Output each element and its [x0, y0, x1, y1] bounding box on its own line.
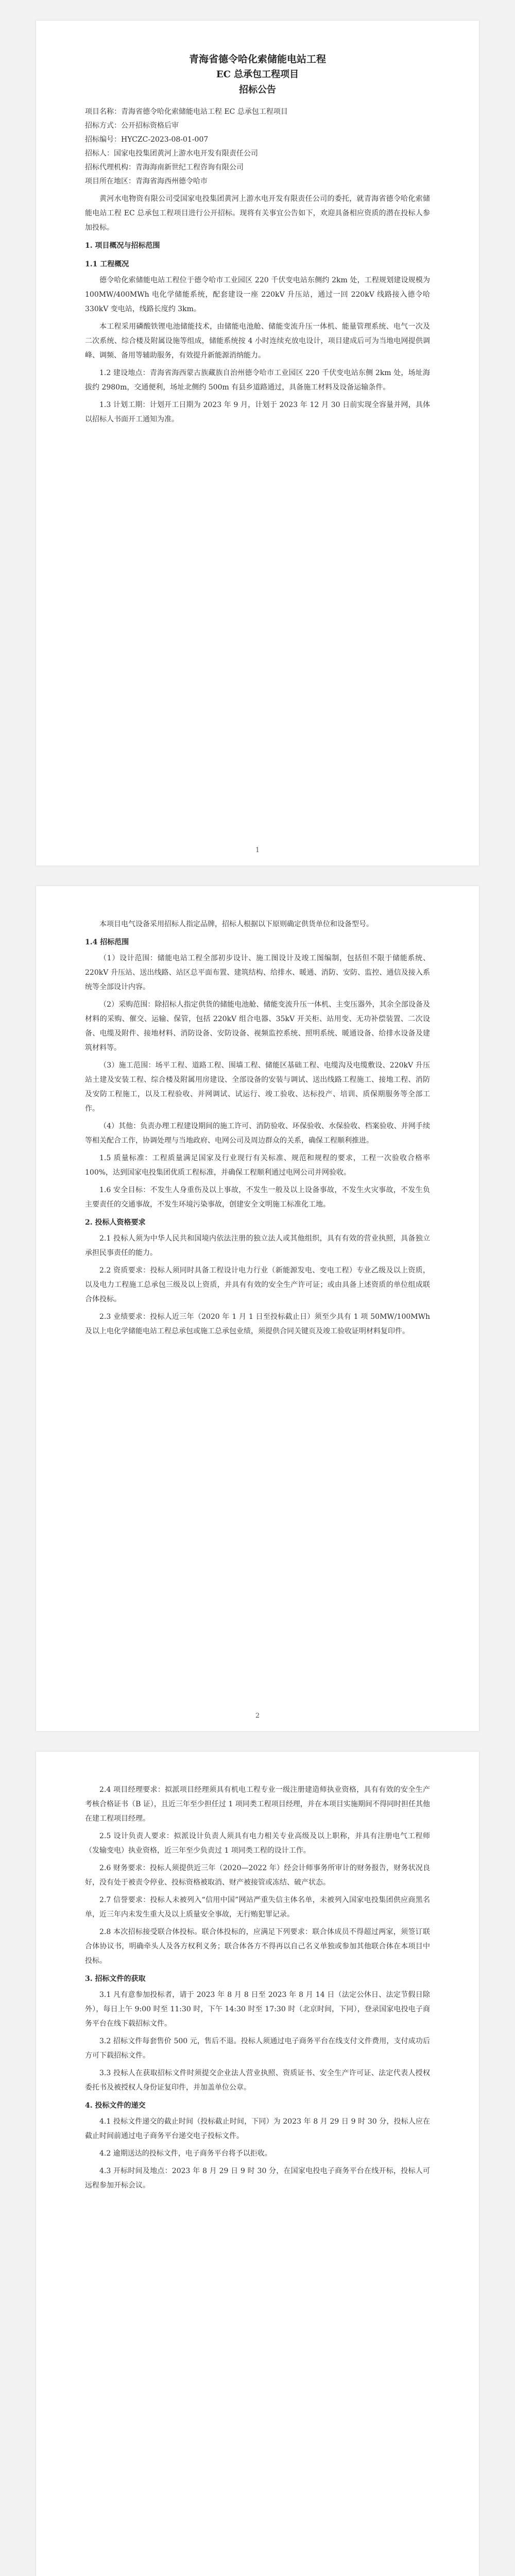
- paragraph: 4.2 逾期送达的投标文件，电子商务平台将予以拒收。: [99, 2149, 272, 2158]
- document-title: 青海省德令哈化索储能电站工程: [188, 54, 326, 65]
- document-page-1: [36, 21, 479, 866]
- paragraph: 黄河水电物资有限公司受国家电投集团黄河上游水电开发有限责任公司的委托，就青海省德令哈化索储能电站工程 EC 总承包工程项目进行公开招标。现将有关事宜公告如下，欢迎具备相应资质的潜在投标人参加投标。: [85, 195, 430, 232]
- paragraph: 3.2 招标文件每套售价 500 元，售后不退。投标人须通过电子商务平台在线支付文件费用，支付成功后方可下载招标文件。: [85, 2037, 430, 2060]
- meta-agency: 招标代理机构：青海海南新世纪工程咨询有限公司: [85, 163, 244, 172]
- paragraph: 本项目电气设备采用招标人指定品牌，招标人根据以下原则确定供货单位和设备型号。: [99, 920, 373, 928]
- section-heading: 2. 投标人资格要求: [85, 1218, 146, 1227]
- meta-tender-number: 招标编号：HYCZC-2023-08-01-007: [85, 135, 209, 144]
- paragraph: （3）施工范围：场平工程、道路工程、围墙工程、储能区基础工程、电缆沟及电缆敷设、220kV 升压站土建及安装工程、综合楼及附属用房建设、全部设备的安装与调试、送出线路工程施工、接地工程、消防及安防工程施工，以及工程验收、并网调试、试运行、竣工验收、达标投产、培训、质保期服务等全部工作。: [85, 1061, 430, 1113]
- page-number: 1: [255, 846, 260, 854]
- document-subtitle: EC 总承包工程项目: [216, 69, 299, 80]
- paragraph: 2.3 业绩要求：投标人近三年（2020 年 1 月 1 日至投标截止日）须至少具有 1 项 50MW/100MWh 及以上电化学储能电站工程总承包或施工总承包业绩，须提供合同关键页及竣工验收证明材料复印件。: [85, 1313, 430, 1335]
- paragraph: 2.6 财务要求：投标人须提供近三年（2020—2022 年）经会计师事务所审计的财务报告，财务状况良好，没有处于被责令停业、投标资格被取消、财产被接管或冻结、破产状态。: [85, 1864, 430, 1887]
- paragraph: 德令哈化索储能电站工程位于德令哈市工业园区 220 千伏变电站东侧约 2km 处，工程规划建设规模为 100MW/400MWh 电化学储能系统，配套建设一座 220kV 升压站，通过一回 220kV 线路接入德令哈 330kV 变电站，线路长度约 3km。: [85, 276, 430, 313]
- meta-tenderer: 招标人：国家电投集团黄河上游水电开发有限责任公司: [85, 149, 258, 158]
- paragraph: （2）采购范围：除招标人指定供货的储能电池舱、储能变流升压一体机、主变压器外，其余全部设备及材料的采购、催交、运输、保管，包括 220kV 组合电器、35kV 开关柜、站用变、无功补偿装置、二次设备、电缆及附件、接地材料、消防设备、安防设备、视频监控系统、照明系统、暖通设备、给排水设备及建筑材料等。: [85, 1001, 430, 1052]
- paragraph: 1.5 质量标准：工程质量满足国家及行业现行有关标准、规范和规程的要求，工程一次验收合格率 100%，达到国家电投集团优质工程标准，并确保工程顺利通过电网公司并网验收。: [85, 1154, 430, 1177]
- paragraph: 2.8 本次招标接受联合体投标。联合体投标的，应满足下列要求：联合体成员不得超过两家，须签订联合体协议书，明确牵头人及各方权利义务；联合体各方不得再以自己名义单独或参加其他联合体在本项目中投标。: [85, 1928, 430, 1965]
- meta-location: 项目所在地区：青海省海西州德令哈市: [85, 177, 208, 185]
- paragraph: 本工程采用磷酸铁锂电池储能技术，由储能电池舱、储能变流升压一体机、能量管理系统、电气一次及二次系统、综合楼及附属设施等组成，储能系统按 4 小时连续充放电设计，项目建成后可为当地电网提供调峰、调频、备用等辅助服务，有效提升新能源消纳能力。: [85, 323, 430, 360]
- document-heading: 招标公告: [239, 84, 276, 95]
- document-page-2: [36, 886, 479, 1731]
- page-number: 2: [255, 1712, 260, 1720]
- paragraph: 3.1 凡有意参加投标者，请于 2023 年 8 月 8 日至 2023 年 8 月 14 日（法定公休日、法定节假日除外），每日上午 9:00 时至 11:30 时，下午 14:30 时至 17:30 时（北京时间，下同），登录国家电投电子商务平台在线下载招标文件。: [85, 1991, 430, 2028]
- paragraph: 2.5 设计负责人要求：拟派设计负责人须具有电力相关专业高级及以上职称，并具有注册电气工程师（发输变电）执业资格，近三年至少负责过 1 项同类工程的设计工作。: [85, 1832, 430, 1855]
- paragraph: 2.7 信誉要求：投标人未被列入“信用中国”网站严重失信主体名单，未被列入国家电投集团供应商黑名单，近三年内未发生重大及以上质量安全事故，无行贿犯罪记录。: [85, 1896, 430, 1919]
- paragraph: 4.3 开标时间及地点：2023 年 8 月 29 日 9 时 30 分，在国家电投电子商务平台在线开标，投标人可远程参加开标会议。: [85, 2167, 430, 2190]
- paragraph: 4.1 投标文件递交的截止时间（投标截止时间，下同）为 2023 年 8 月 29 日 9 时 30 分，投标人应在截止时间前通过电子商务平台递交电子投标文件。: [85, 2117, 430, 2140]
- paragraph: （1）设计范围：储能电站工程全部初步设计、施工图设计及竣工图编制，包括但不限于储能系统、220kV 升压站、送出线路、站区总平面布置、建筑结构、给排水、暖通、消防、安防、监控、通信及接入系统等全部设计内容。: [85, 954, 430, 991]
- meta-tender-method: 招标方式：公开招标资格后审: [85, 122, 179, 130]
- paragraph: 3.3 投标人在获取招标文件时须提交企业法人营业执照、资质证书、安全生产许可证、法定代表人授权委托书及被授权人身份证复印件，并加盖单位公章。: [85, 2069, 430, 2092]
- paragraph: 2.1 投标人须为中华人民共和国境内依法注册的独立法人或其他组织，具有有效的营业执照，具备独立承担民事责任的能力。: [85, 1234, 430, 1257]
- paragraph: 1.2 建设地点：青海省海西蒙古族藏族自治州德令哈市工业园区 220 千伏变电站东侧 2km 处，场址海拔约 2980m，交通便利，场址北侧约 500m 有县乡道路通过，具备施工材料及设备运输条件。: [85, 369, 430, 392]
- section-heading: 3. 招标文件的获取: [85, 1975, 146, 1983]
- section-heading: 1.1 工程概况: [85, 260, 129, 268]
- section-heading: 1. 项目概况与招标范围: [85, 242, 160, 250]
- project-meta: [85, 105, 430, 189]
- paragraph: （4）其他：负责办理工程建设期间的施工许可、消防验收、环保验收、水保验收、档案验收、并网手续等相关配合工作，协调处理与当地政府、电网公司及周边群众的关系，确保工程顺利推进。: [85, 1122, 430, 1145]
- paragraph: 1.6 安全目标：不发生人身重伤及以上事故，不发生一般及以上设备事故，不发生火灾事故，不发生负主要责任的交通事故，不发生环境污染事故，创建安全文明施工标准化工地。: [85, 1186, 430, 1209]
- paragraph: 2.2 资质要求：投标人须同时具备工程设计电力行业（新能源发电、变电工程）专业乙级及以上资质，以及电力工程施工总承包三级及以上资质，并具有有效的安全生产许可证；或由具备上述资质的单位组成联合体投标。: [85, 1266, 430, 1303]
- paragraph: 1.3 计划工期：计划开工日期为 2023 年 9 月，计划于 2023 年 12 月 30 日前实现全容量并网，具体以招标人书面开工通知为准。: [85, 401, 430, 423]
- section-heading: 4. 投标文件的递交: [85, 2102, 146, 2110]
- document-page-3: [36, 1752, 479, 2576]
- section-heading: 1.4 招标范围: [85, 938, 129, 946]
- meta-project-name: 项目名称：青海省德令哈化索储能电站工程 EC 总承包工程项目: [85, 108, 288, 116]
- paragraph: 2.4 项目经理要求：拟派项目经理须具有机电工程专业一级注册建造师执业资格，具有有效的安全生产考核合格证书（B 证），且近三年至少担任过 1 项同类工程项目经理，并在本项目实施期间不得同时担任其他在建工程项目经理。: [85, 1786, 430, 1823]
